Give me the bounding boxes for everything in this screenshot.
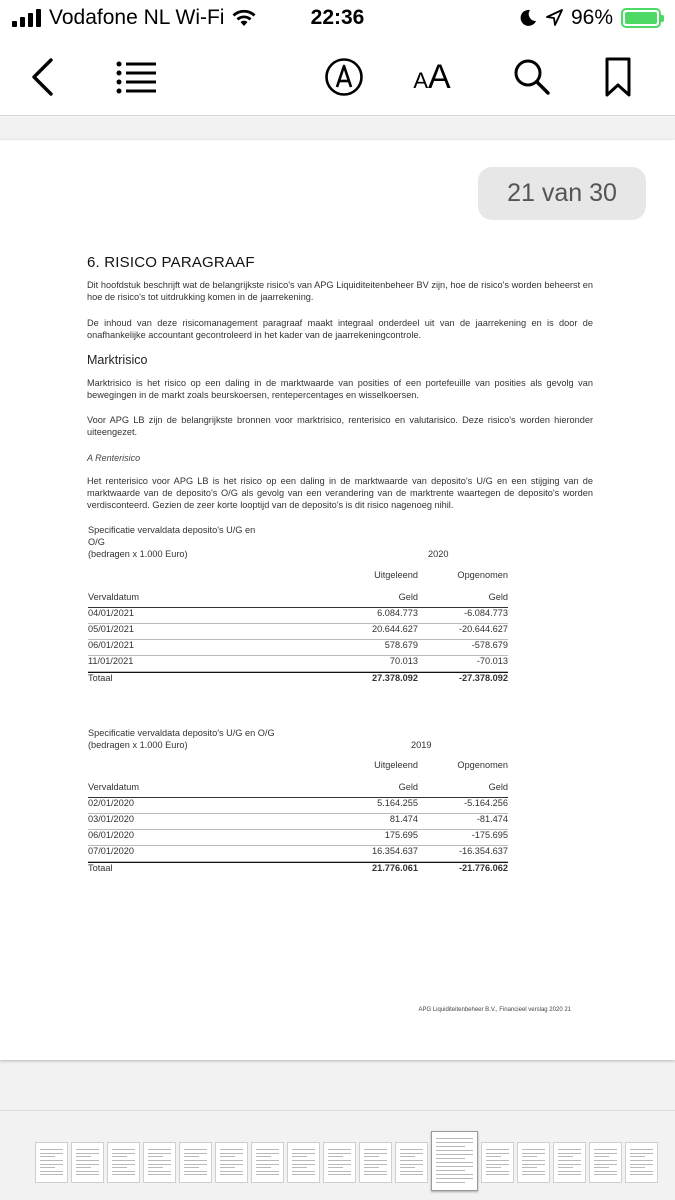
cell-opgenomen: -16.354.637 [458, 846, 508, 856]
cell-uitgeleend: 175.695 [384, 830, 418, 840]
cell-uitgeleend: 5.164.255 [377, 798, 418, 808]
cell-uitgeleend: 20.644.627 [372, 624, 418, 634]
page-thumbnail[interactable] [215, 1142, 248, 1183]
cell-date: 06/01/2021 [88, 640, 134, 650]
total-uitgeleend: 21.776.061 [372, 863, 418, 873]
battery-charging-icon [621, 8, 661, 28]
table-row [88, 830, 508, 846]
table-header-row [88, 592, 508, 608]
column-header: Uitgeleend [374, 570, 418, 580]
page-thumbnail[interactable] [35, 1142, 68, 1183]
total-opgenomen: -21.776.062 [458, 863, 508, 873]
table-row [88, 656, 508, 672]
bookmark-icon [604, 56, 632, 98]
search-button[interactable] [510, 54, 554, 100]
column-header: Uitgeleend [374, 760, 418, 770]
status-right [519, 6, 661, 30]
column-header: Opgenomen [457, 570, 508, 580]
markup-icon [324, 57, 364, 97]
marktrisico-paragraph-1: Marktrisico is het risico op een daling in de marktwaarde van posities of een portefeuille van posities als gevolg van bewegingen in de markt zoals beurskoersen, rentepercentages en wisselkoersen. [87, 378, 593, 400]
section-heading-marktrisico: Marktrisico [87, 353, 148, 367]
bookmark-button[interactable] [598, 54, 638, 100]
reader-toolbar [0, 40, 675, 116]
total-label: Totaal [88, 673, 113, 683]
table-row [88, 760, 508, 782]
page-footer: APG Liquiditeitenbeheer B.V., Financieel verslag 2020 21 [418, 1007, 571, 1013]
page-thumbnail[interactable] [107, 1142, 140, 1183]
cell-opgenomen: -6.084.773 [464, 608, 508, 618]
caption-line: Specificatie vervaldata deposito's U/G en [88, 525, 256, 535]
location-icon [545, 9, 563, 27]
cell-opgenomen: -70.013 [476, 656, 508, 666]
cell-opgenomen: -578.679 [471, 640, 508, 650]
total-opgenomen: -27.378.092 [458, 673, 508, 683]
table-2019 [88, 760, 508, 878]
page-thumbnail[interactable] [71, 1142, 104, 1183]
table-row [88, 640, 508, 656]
cell-opgenomen: -81.474 [476, 814, 508, 824]
cell-uitgeleend: 16.354.637 [372, 846, 418, 856]
cell-opgenomen: -175.695 [471, 830, 508, 840]
battery-percent: 96% [570, 6, 613, 29]
page-counter: 21 van 30 [478, 167, 646, 220]
column-header: Vervaldatum [88, 592, 140, 602]
table-total-row [88, 862, 508, 878]
subheading-renterisico: A Renterisico [87, 453, 141, 463]
page-thumbnail[interactable] [553, 1142, 586, 1183]
caption-line: O/G [88, 537, 105, 547]
column-header: Opgenomen [457, 760, 508, 770]
table-row [88, 624, 508, 640]
intro-paragraph-1: Dit hoofdstuk beschrijft wat de belangrijkste risico's van APG Liquiditeitenbeheer BV zijn, hoe de risico's worden beheerst en hoe de risico's tot uitdrukking komen in de jaarrekening. [87, 280, 593, 302]
cell-date: 11/01/2021 [88, 656, 134, 666]
cell-date: 04/01/2021 [88, 608, 134, 618]
page-thumbnail[interactable] [323, 1142, 356, 1183]
total-uitgeleend: 27.378.092 [372, 673, 418, 683]
clock: 22:36 [310, 6, 365, 29]
thumbnail-strip [0, 1110, 675, 1200]
page-thumbnail[interactable] [517, 1142, 550, 1183]
table-2019-caption [88, 727, 275, 751]
column-header: Vervaldatum [88, 782, 140, 792]
column-header: Geld [488, 592, 508, 602]
table-2019-year: 2019 [411, 740, 432, 750]
table-row [88, 798, 508, 814]
page-thumbnail[interactable] [625, 1142, 658, 1183]
cell-uitgeleend: 6.084.773 [377, 608, 418, 618]
total-label: Totaal [88, 863, 113, 873]
back-icon [29, 57, 55, 97]
caption-line: Specificatie vervaldata deposito's U/G en O/G [88, 728, 275, 738]
table-2020 [88, 570, 508, 688]
table-total-row [88, 672, 508, 688]
pdf-page [0, 140, 675, 1060]
cell-date: 02/01/2020 [88, 798, 134, 808]
page-thumbnail[interactable] [359, 1142, 392, 1183]
column-header: Geld [398, 592, 418, 602]
renterisico-paragraph: Het renterisico voor APG LB is het risico op een daling in de marktwaarde van deposito's U/G en een stijging van de marktwaarde van de deposito's O/G als gevolg van een verandering van de marktrente waartegen de deposito's worden verdisconteerd. Gezien de zeer korte looptijd van de deposito's is dit risico nagenoeg nihil. [87, 476, 593, 510]
cell-opgenomen: -5.164.256 [464, 798, 508, 808]
column-header: Geld [398, 782, 418, 792]
table-row [88, 814, 508, 830]
cell-date: 05/01/2021 [88, 624, 134, 634]
cell-uitgeleend: 578.679 [384, 640, 418, 650]
table-2020-caption [88, 524, 255, 560]
table-row [88, 608, 508, 624]
cell-opgenomen: -20.644.627 [458, 624, 508, 634]
page-thumbnail[interactable] [589, 1142, 622, 1183]
marktrisico-paragraph-2: Voor APG LB zijn de belangrijkste bronnen voor marktrisico, renterisico en valutarisico. Deze risico's worden hieronder uiteengezet. [87, 415, 593, 437]
page-thumbnail[interactable] [481, 1142, 514, 1183]
contents-button[interactable] [114, 54, 158, 100]
page-thumbnail-selected[interactable] [431, 1131, 478, 1191]
page-title: 6. RISICO PARAGRAAF [87, 254, 255, 271]
text-size-icon: A A [413, 57, 451, 96]
column-header: Geld [488, 782, 508, 792]
table-header-row [88, 782, 508, 798]
cell-date: 07/01/2020 [88, 846, 134, 856]
list-icon [115, 60, 157, 94]
markup-button[interactable] [322, 54, 366, 100]
caption-line: (bedragen x 1.000 Euro) [88, 740, 188, 750]
page-thumbnail[interactable] [179, 1142, 212, 1183]
back-button[interactable] [22, 54, 62, 100]
document-viewport[interactable] [0, 117, 675, 1110]
carrier-label: Vodafone NL Wi-Fi [49, 6, 225, 29]
status-bar [0, 0, 675, 40]
page-thumbnail[interactable] [143, 1142, 176, 1183]
cell-uitgeleend: 81.474 [389, 814, 418, 824]
moon-icon [519, 9, 537, 27]
cell-date: 03/01/2020 [88, 814, 134, 824]
intro-paragraph-2: De inhoud van deze risicomanagement paragraaf maakt integraal onderdeel uit van de jaarrekening en is door de onafhankelijke accountant gecontroleerd in het kader van de jaarrekeningcontrole. [87, 318, 593, 340]
page-thumbnail[interactable] [251, 1142, 284, 1183]
caption-line: (bedragen x 1.000 Euro) [88, 549, 188, 559]
page-thumbnail[interactable] [287, 1142, 320, 1183]
table-2020-year: 2020 [428, 549, 449, 559]
cell-date: 06/01/2020 [88, 830, 134, 840]
cell-uitgeleend: 70.013 [389, 656, 418, 666]
table-row [88, 846, 508, 862]
table-row [88, 570, 508, 592]
search-icon [513, 58, 551, 96]
text-size-button[interactable] [404, 54, 460, 100]
page-thumbnail[interactable] [395, 1142, 428, 1183]
